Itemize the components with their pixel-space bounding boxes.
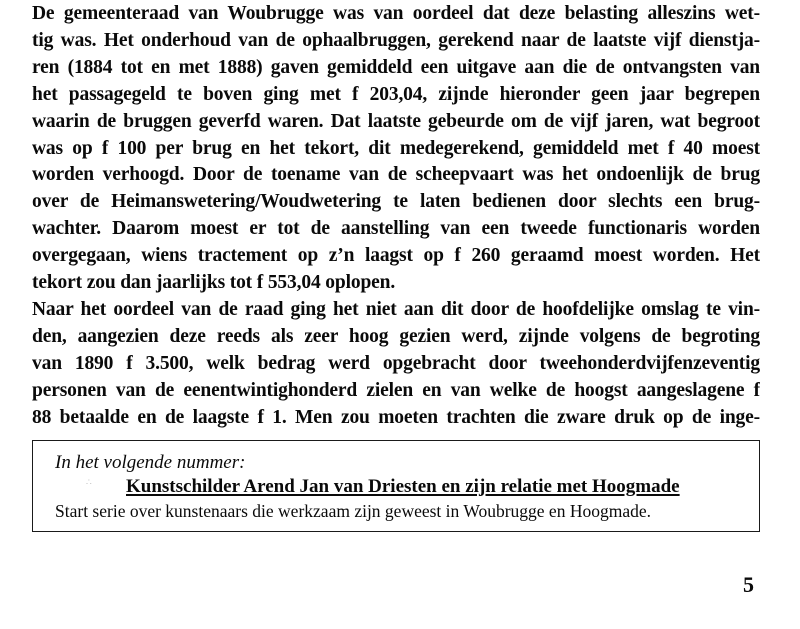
article-line: den, aangezien deze reeds als zeer hoog gezien werd, zijnde volgens de begroting (32, 326, 760, 347)
article-line: over de Heimanswetering/Woudwetering te laten bedienen door slechts een brug- (32, 191, 760, 212)
next-issue-description: Start serie over kunstenaars die werkzaam zijn geweest in Woubrugge en Hoogmade. (55, 501, 651, 521)
article-line: De gemeenteraad van Woubrugge was van oordeel dat deze belasting alleszins wet- (32, 3, 760, 24)
article-line: ren (1884 tot en met 1888) gaven gemiddeld een uitgave aan die de ontvangsten van (32, 57, 760, 78)
scan-speck-icon: ∴ (86, 477, 92, 487)
next-issue-label: In het volgende nummer: (55, 452, 246, 473)
page-number: 5 (743, 572, 754, 597)
article-line: Naar het oordeel van de raad ging het niet aan dit door de hoofdelijke omslag te vin- (32, 299, 760, 320)
article-line: personen van de eenentwintighonderd zielen en van welke de hoogst aangeslagene f (32, 380, 760, 401)
article-line: worden verhoogd. Door de toename van de scheepvaart was het ondoenlijk de brug (32, 164, 760, 185)
article-line: overgegaan, wiens tractement op z’n laagst op f 260 geraamd moest worden. Het (32, 245, 760, 266)
article-line: tekort zou dan jaarlijks tot f 553,04 oplopen. (32, 272, 396, 293)
article-line: van 1890 f 3.500, welk bedrag werd opgebracht door tweehonderdvijfenzeventig (32, 353, 760, 374)
article-line: het passagegeld te boven ging met f 203,04, zijnde hieronder geen jaar begrepen (32, 84, 760, 105)
next-issue-title: Kunstschilder Arend Jan van Driesten en zijn relatie met Hoogmade (126, 476, 680, 497)
next-issue-box (32, 440, 760, 532)
article-line: was op f 100 per brug en het tekort, dit medegerekend, gemiddeld met f 40 moest (32, 138, 760, 159)
article-line: waarin de bruggen geverfd waren. Dat laatste gebeurde om de vijf jaren, wat begroot (32, 111, 760, 132)
article-line: tig was. Het onderhoud van de ophaalbruggen, gerekend naar de laatste vijf dienstja- (32, 30, 760, 51)
article-line: 88 betaalde en de laagste f 1. Men zou moeten trachten die zware druk op de inge- (32, 407, 760, 428)
article-line: wachter. Daarom moest er tot de aanstelling van een tweede functionaris worden (32, 218, 760, 239)
